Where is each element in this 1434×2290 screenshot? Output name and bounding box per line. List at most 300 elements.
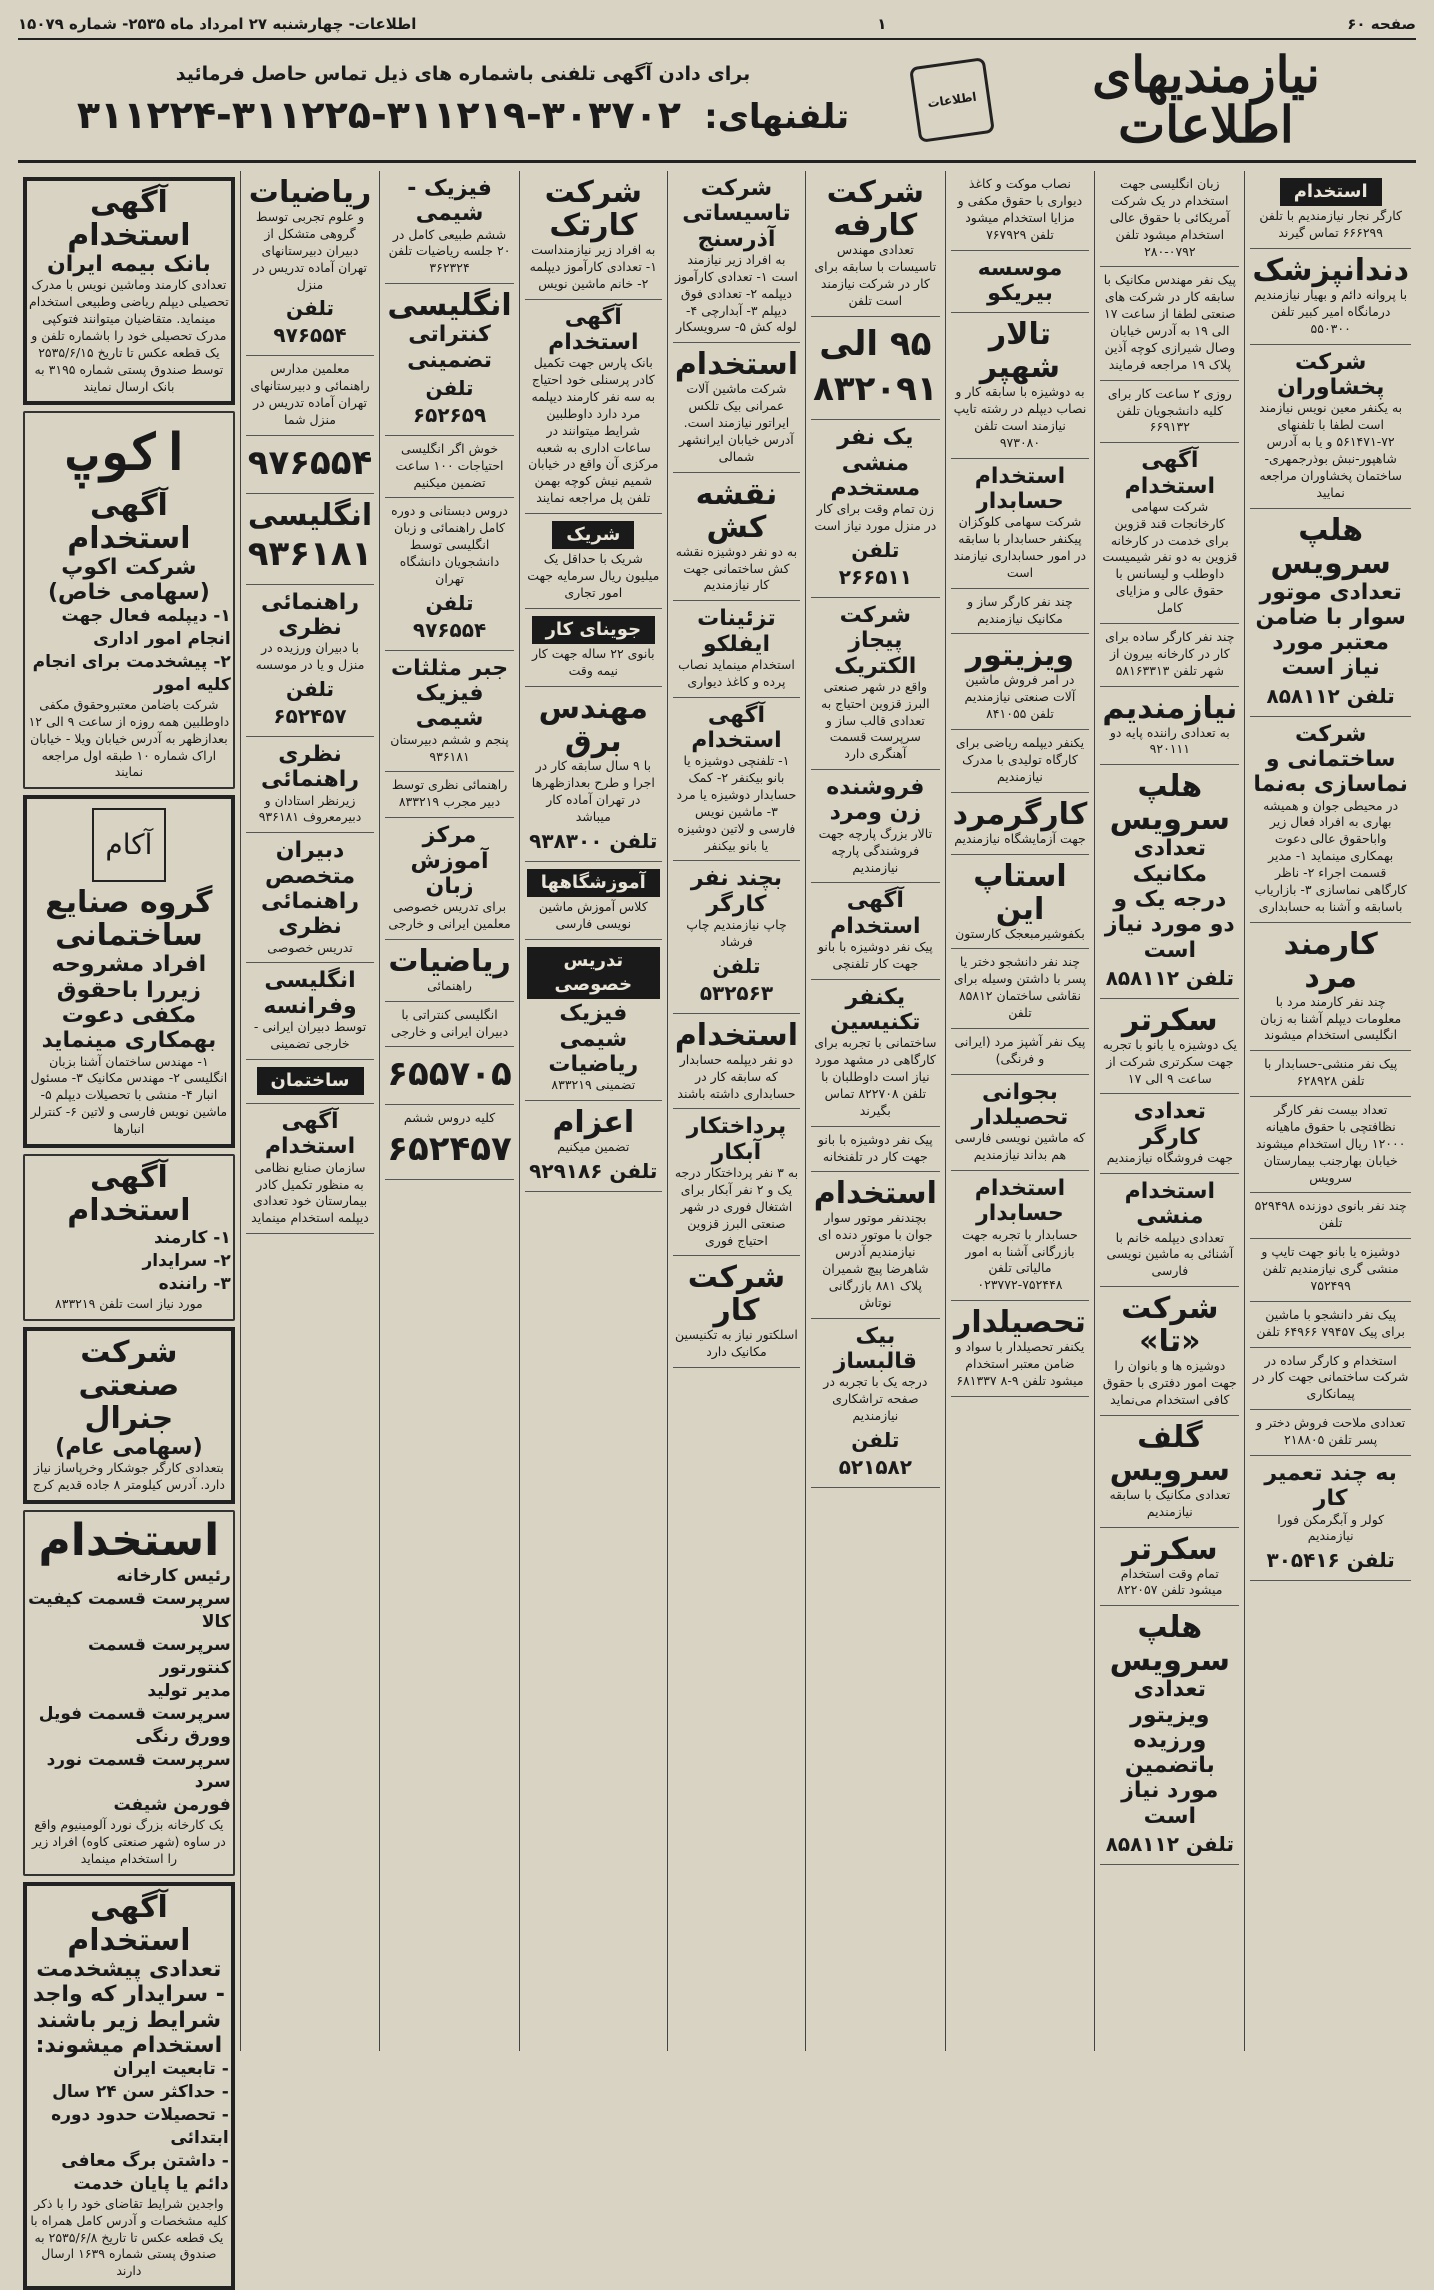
classified-ad	[1250, 717, 1411, 923]
ad-line: ۱- کارمند	[154, 1227, 231, 1248]
ad-title: مرکز آموزش زبان	[410, 823, 489, 899]
ad-body: یک کارخانه بزرگ نورد آلومینیوم واقع در ساوه (شهر صنعتی کاوه) افراد زیر را استخدام مینماید	[31, 1817, 226, 1867]
classified-ad	[525, 300, 662, 514]
ad-phone: تلفن ۹۲۹۱۸۶	[529, 1158, 658, 1183]
ad-body: ساختمانی با تجربه برای کارگاهی در مشهد مورد نیاز است داوطلبان با تلفن ۸۲۲۷۰۸ تماس بگیرند	[814, 1035, 937, 1118]
classified-ad	[951, 855, 1090, 950]
classified-ad	[525, 1101, 662, 1192]
ad-body: روزی ۲ ساعت کار برای کلیه دانشجویان تلفن ۶۶۹۱۳۲	[1107, 385, 1232, 435]
ad-body: شرکت سهامی کارخانجات قند قزوین برای خدمت در کارخانه قزوین به دو نفر شیمیست داوطلب و لیسانس با حقوق عالی و مزایای کامل	[1102, 498, 1238, 616]
ad-phone: تلفن ۲۶۶۵۱۱	[838, 537, 912, 589]
ad-body: چند نفر کارگر ساز و مکانیک نیازمندیم	[967, 593, 1073, 626]
column-5	[667, 171, 805, 2051]
ad-phone: تلفن ۹۷۶۵۵۴	[273, 296, 347, 348]
ad-phone: تلفن ۸۵۸۱۱۲	[1105, 965, 1234, 990]
classified-ad	[951, 251, 1090, 314]
classified-ad	[1250, 1193, 1411, 1239]
classified-ad	[246, 356, 375, 436]
classified-ad	[951, 313, 1090, 459]
ad-body: یک دوشیزه یا بانو با تجربه جهت سکرتری شرکت از ساعت ۹ الی ۱۷	[1102, 1036, 1237, 1086]
ad-title: کارگرمرد	[952, 796, 1088, 832]
ad-body: تضمین میکنیم	[557, 1138, 630, 1154]
classified-ad	[1250, 249, 1411, 345]
ad-title: دندانپزشک	[1252, 253, 1409, 289]
ad-title: آگهی استخدام	[548, 304, 639, 355]
ad-line: سرپرست قسمت نورد سرد	[46, 1749, 231, 1793]
ad-line: - داشتن برگ معافی دائم یا پایان خدمت	[61, 2150, 229, 2194]
classified-ad	[811, 1127, 940, 1173]
ad-body: دروس دبستانی و دوره کامل راهنمائی و زبان انگلیسی توسط دانشجویان دانشگاه تهران	[391, 503, 508, 586]
classified-ad	[673, 1256, 800, 1368]
ad-phone: تلفن ۶۵۲۶۵۹	[412, 375, 487, 427]
ad-big-phone: ۹۳۶۱۸۱	[247, 533, 373, 574]
ad-body: پیک نفر دوشیزه با بانو جهت کار در تلفنخانه	[817, 1131, 933, 1164]
ad-body: تعداد بیست نفر کارگر نظافتچی با حقوق ماهیانه ۱۲۰۰۰ ریال استخدام میشوند خیابان بهارجنب بیمارستان سرویس	[1255, 1102, 1406, 1185]
ad-title: هلپ سرویس	[1109, 1610, 1231, 1679]
ad-body: چند نفر کارمند مرد با معلومات دیپلم آشنا به زبان انگلیسی استخدام میشوند	[1260, 993, 1402, 1043]
ad-title: یکنفر تکنیسین	[830, 984, 921, 1036]
ad-body: مورد نیاز است تلفن ۸۳۳۲۱۹	[55, 1295, 203, 1311]
ad-title: ریاضیات	[388, 943, 511, 979]
company-logo-icon: اکوپ	[66, 423, 192, 484]
classified-ad	[1100, 171, 1239, 267]
ad-body: معلمین مدارس راهنمائی و دبیرستانهای تهران آماده تدریس در منزل شما	[250, 361, 370, 427]
classified-ad	[385, 1002, 514, 1048]
ad-title: آگهی استخدام	[67, 487, 191, 556]
ad-title: استخدام منشی	[1124, 1178, 1216, 1230]
classified-ad	[673, 861, 800, 1013]
ad-body: اسلکتور نیاز به تکنیسین مکانیک دارد	[675, 1327, 798, 1360]
classified-ad	[1250, 345, 1411, 509]
column-8	[240, 171, 380, 2051]
ad-phone: تلفن ۵۳۲۵۶۳	[699, 953, 774, 1005]
column-4	[805, 171, 945, 2051]
classified-ad	[951, 949, 1090, 1029]
ad-body: حسابدار با تجربه جهت بازرگانی آشنا به امور مالیاتی تلفن ۷۵۲۴۴۸-۰۲۳۷۷۲	[962, 1226, 1078, 1293]
classified-ad	[1250, 1410, 1411, 1456]
column-6	[519, 171, 667, 2051]
classified-ad	[951, 793, 1090, 855]
classified-ad	[246, 963, 375, 1059]
classified-ad	[673, 1109, 800, 1256]
ad-body: ۱- مهندس ساختمان آشنا بزبان انگلیسی ۲- مهندس مکانیک ۳- مسئول انبار ۴- منشی با تحصیلات دیپلم ۵- ماشین نویس فارسی و لاتین ۶- کنترلر انبارها	[30, 1053, 228, 1137]
ad-title: هلپ سرویس	[1109, 769, 1231, 838]
ad-body: یکنفر تحصیلدار با سواد و ضامن معتبر استخدام میشود تلفن ۹-۸ ۶۸۱۳۳۷	[955, 1339, 1085, 1388]
classified-ad	[1100, 1287, 1239, 1416]
classified-ad	[951, 634, 1090, 730]
classified-ad	[951, 1029, 1090, 1075]
ad-title: استخدام	[674, 1017, 799, 1053]
classified-ad	[1250, 1348, 1411, 1411]
ad-body: به یکنفر معین نویس نیازمند است لطفا با تلفنهای ۷۲-۵۶۱۴۷۱ و یا به آدرس شاهپور-نبش بوذرجمهری-ساختمان پخشاوران مراجعه نمایید	[1259, 400, 1403, 500]
ad-title: شرکت تاسیساتی آذرسنج	[682, 176, 791, 252]
ad-line: سرپرست قسمت کنتورتور	[88, 1634, 231, 1678]
classified-ad	[1100, 765, 1239, 998]
classified-ad	[811, 883, 940, 979]
page-header	[18, 10, 1416, 40]
classified-ad	[246, 1104, 375, 1234]
classified-ad	[525, 687, 662, 862]
ad-title: انگلیسی وفرانسه	[263, 968, 357, 1019]
ad-section-banner: آموزشگاهها	[527, 869, 660, 897]
phones-numbers: ۳۰۳۷۰۲-۳۱۱۲۱۹-۳۱۱۲۲۵-۳۱۱۲۲۴	[76, 93, 681, 137]
classified-ad	[23, 1327, 235, 1504]
classified-ad	[23, 1882, 235, 2290]
classified-ad	[951, 1171, 1090, 1301]
ad-body: بتعدادی کارگر جوشکار وخرپاساز نیاز دارد. آدرس کیلومتر ۸ جاده قدیم کرج	[32, 1459, 225, 1492]
ad-body: بانوی ۲۲ ساله جهت کار نیمه وقت	[531, 646, 655, 679]
classified-ad	[1100, 267, 1239, 380]
ad-body: چند نفر کارگر ساده برای کار در کارخانه بیرون از شهر تلفن ۵۸۱۶۳۳۱۳	[1105, 628, 1235, 678]
ad-section-banner: شریک	[552, 521, 634, 549]
ad-title: بچند نفر کارگر	[690, 866, 783, 917]
ad-title: به چند تعمیر کار	[1264, 1460, 1397, 1512]
classified-ad	[385, 772, 514, 818]
classified-ad	[385, 1047, 514, 1105]
ad-body: کلیه دروس ششم	[403, 1110, 496, 1126]
ad-body: با پروانه دائم و بهیار نیازمندیم درمانگاه امیر کبیر تلفن ۵۵۰۳۰۰	[1254, 287, 1408, 336]
classified-ad	[811, 770, 940, 883]
ad-title: فروشنده زن ومرد	[826, 775, 925, 826]
ad-title: شرکت ساختمانی و نماسازی به‌نما	[1253, 721, 1408, 798]
classified-ad	[246, 171, 375, 356]
column-wide	[18, 171, 240, 2279]
classified-ad	[951, 589, 1090, 635]
ad-big-phone: ۶۵۵۷۰۵	[387, 1054, 512, 1095]
classified-ad	[1100, 1606, 1239, 1865]
classified-ad	[525, 940, 662, 1101]
ad-body: که ماشین نویسی فارسی هم بداند نیازمندیم	[954, 1130, 1086, 1163]
ad-body: تعدادی مهندس تاسیسات با سابقه برای کار در شرکت نیازمند است تلفن	[814, 242, 937, 308]
ad-title: آگهی استخدام	[67, 1889, 191, 1958]
classified-ad	[385, 818, 514, 940]
ad-body: در امر فروش ماشین آلات صنعتی نیازمندیم تلفن ۸۴۱۰۵۵	[964, 672, 1076, 722]
ad-title: کارمند مرد	[1283, 926, 1378, 995]
classified-ad	[811, 1172, 940, 1318]
classified-ad	[1250, 1051, 1411, 1097]
ad-title: شرکت کارتک	[544, 175, 642, 243]
masthead	[18, 40, 1416, 163]
ad-title: تالار شهپر	[979, 317, 1061, 386]
ad-body: به تعدادی راننده پایه دو ۹۲۰۱۱۱	[1109, 724, 1230, 757]
ad-body: واجدین شرایط تقاضای خود را با ذکر کلیه مشخصات و آدرس کامل همراه با یک قطعه عکس تا تاریخ ۲۵۳۵/۶/۸ به صندوق پستی شماره ۱۶۳۹ ارسال دارند	[30, 2195, 228, 2279]
ad-subtitle: تعدادی مکانیک درجه یک و دو مورد نیاز است	[1104, 836, 1235, 963]
ad-body: جهت فروشگاه نیازمندیم	[1106, 1150, 1233, 1166]
ad-line: ۳- راننده	[158, 1273, 231, 1294]
ad-title: نظری راهنمائی	[261, 742, 359, 793]
classified-ad	[673, 473, 800, 602]
ad-phone: تلفن ۸۵۸۱۱۲	[1105, 1832, 1234, 1857]
classified-ad	[246, 494, 375, 585]
ad-title: استخدام	[38, 1514, 220, 1566]
ad-title: مهندس برق	[538, 691, 648, 760]
classified-ad	[951, 459, 1090, 589]
ad-body: نصاب موکت و کاغذ دیواری با حقوق مکفی و مزایا استخدام میشود تلفن ۷۶۷۹۲۹	[957, 176, 1083, 242]
ad-body: تعدادی ملاحت فروش دختر و پسر تلفن ۲۱۸۸۰۵	[1256, 1415, 1406, 1448]
ad-section-banner: تدریس خصوصی	[527, 947, 660, 1000]
ad-body: انگلیسی کنتراتی با دبیران ایرانی و خارجی	[390, 1006, 509, 1039]
classified-ad	[811, 317, 940, 421]
ad-body: پیک نفر مهندس مکانیک با سابقه کار در شرکت های صنعتی لطفا از ساعت ۱۷ الی ۱۹ به آدرس خیابان وصال شیرازی کوچه آذین پلاک ۱۹ مراجعه فرمایند	[1103, 272, 1236, 372]
newspaper-logo: اطلاعات	[909, 57, 995, 143]
ad-title: نیازمندیم	[1102, 690, 1238, 726]
ad-title: شرکت پخشاوران	[1276, 349, 1385, 400]
ad-body: با ۹ سال سابقه کار در اجرا و طرح بعدازظهرها در تهران آماده کار میباشد	[531, 758, 655, 824]
ad-body: واقع در شهر صنعتی البرز قزوین احتیاج به تعدادی قالب ساز و سرپرست قسمت آهنگری دارد	[821, 678, 930, 762]
ad-title: انگلیسی	[247, 497, 373, 533]
ad-line: سرپرست قسمت کیفیت کالا	[28, 1588, 231, 1632]
classified-ad	[23, 411, 235, 789]
ad-body: پیک نفر منشی-حسابدار با تلفن ۶۲۸۹۲۸	[1264, 1056, 1398, 1089]
ad-body: تعدادی دیپلمه خانم با آشنائی به ماشین نویسی فارسی	[1106, 1229, 1234, 1279]
classified-ad	[1100, 624, 1239, 687]
ad-body: به دو نفر دوشیزه نقشه کش ساختمانی جهت کار نیازمندیم	[675, 543, 798, 593]
classified-ad	[1100, 1174, 1239, 1287]
ad-title: آگهی استخدام	[67, 1159, 191, 1228]
ad-line: - حداکثر سن ۲۴ سال	[52, 2082, 229, 2103]
masthead-title: نیازمندیهای اطلاعات	[1092, 45, 1320, 154]
ad-title: آگهی استخدام	[264, 1109, 356, 1160]
company-logo-icon: آکام	[92, 808, 166, 882]
ad-subtitle: افراد مشروحه زیررا باحقوق مکفی دعوت بهمکاری مینماید	[41, 952, 217, 1054]
ad-body: کلاس آموزش ماشین نویسی فارسی	[538, 898, 648, 931]
ad-title: دبیران متخصص راهنمائی نظری	[261, 838, 359, 940]
ad-title: سکرتر	[1122, 1002, 1218, 1038]
ad-body: چند نفر دانشجو دختر یا پسر با داشتن وسیله برای نقاشی ساختمان ۸۵۸۱۲ تلفن	[953, 954, 1087, 1021]
ad-line: ۱- دیپلمه فعال جهت انجام امور اداری	[61, 606, 231, 650]
ad-title: شرکت صنعتی جنرال	[78, 1334, 180, 1436]
classified-ad	[811, 1319, 940, 1488]
issue-info: اطلاعات- چهارشنبه ۲۷ امرداد ماه ۲۵۳۵- شماره ۱۵۰۷۹	[18, 15, 417, 33]
classified-ad	[1100, 443, 1239, 624]
ad-body: کولر و آبگرمکن فورا نیازمندیم	[1277, 1511, 1385, 1544]
classified-ad	[673, 601, 800, 697]
ad-body: در محیطی جوان و همیشه بهاری به افراد فعال زیر واباحقوق عالی دعوت بهمکاری مینماید ۱- مدیر قسمت اجراء ۲- ناظر کارگاهی نماسازی ۳- بازاریاب باسابقه و آشنا به حسابداری	[1254, 797, 1407, 914]
ad-subtitle: شرکت اکوپ (سهامی خاص)	[47, 554, 210, 605]
ad-line: سرپرست قسمت فویل وورق رنگی	[38, 1703, 231, 1747]
ad-body: پنجم و ششم دبیرستان ۹۳۶۱۸۱	[390, 731, 509, 764]
ad-body: زن تمام وقت برای کار در منزل مورد نیاز است	[814, 501, 937, 534]
ad-body: زبان انگلیسی جهت استخدام در یک شرکت آمریکائی با حقوق عالی استخدام میشود تلفن ۰۷۹۲-۲۸۰	[1109, 176, 1230, 259]
ad-body: بکفوشیرمبعجک کارستون	[955, 925, 1085, 941]
ad-title: تعدادی کارگر	[1133, 1099, 1207, 1150]
ad-title: ریاضیات	[248, 175, 372, 210]
classified-ad	[1250, 171, 1411, 249]
ad-line: رئیس کارخانه	[116, 1566, 231, 1587]
classified-ad	[525, 171, 662, 300]
ad-title: جبر مثلثات فیزیک شیمی	[390, 655, 509, 732]
ad-phone: تلفن ۳۰۵۴۱۶	[1266, 1548, 1395, 1573]
ad-body: به دوشیزه با سابقه کار و نصاب دیپلم در رشته تایپ نیازمند است تلفن ۹۷۳۰۸۰	[953, 384, 1087, 450]
classified-ad	[1250, 509, 1411, 717]
ad-body: پیک نفر آشپز مرد (ایرانی و فرنگی)	[954, 1033, 1086, 1066]
classified-ad	[811, 598, 940, 770]
ad-title: بجوانی تحصیلدار	[971, 1079, 1069, 1130]
ad-title: شرکت «تا»	[1121, 1291, 1219, 1360]
ad-body: تدریس خصوصی	[267, 939, 353, 955]
ad-body: به افراد زیر نیازمنداست ۱- تعدادی کارآموز دیپلمه ۲- خانم ماشین نویس	[529, 242, 657, 291]
ad-line: - تحصیلات حدود دوره ابتدائی	[51, 2105, 229, 2148]
classified-ad	[1250, 1302, 1411, 1348]
classified-ad	[246, 585, 375, 737]
ad-phone: تلفن ۵۲۱۵۸۲	[838, 1427, 912, 1479]
ad-line: مدیر تولید	[147, 1680, 231, 1701]
ad-body: یکنفر دیپلمه ریاضی برای کارگاه تولیدی با مدرک نیازمندیم	[955, 735, 1085, 784]
masthead-cta: برای دادن آگهی تلفنی باشماره های ذیل تماس حاصل فرمائید	[175, 63, 751, 85]
classified-ad	[525, 862, 662, 940]
ad-body: و علوم تجربی توسط گروهی متشکل از دبیران دبیرستانهای تهران آماده تدریس در منزل	[253, 209, 367, 292]
ad-title: استاپ این	[973, 858, 1067, 927]
ad-big-phone: ۹۵ الی ۸۳۲۰۹۱	[813, 323, 938, 410]
ad-body: تالار بزرگ پارچه جهت فروشندگی پارچه نیازمندیم	[818, 825, 933, 875]
ad-body: تضمینی ۸۳۳۲۱۹	[551, 1077, 636, 1093]
ad-title: نقشه کش	[695, 476, 778, 545]
classified-ad	[246, 833, 375, 963]
ad-section-banner: استخدام	[1280, 178, 1382, 206]
ad-line: ۲- پیشخدمت برای انجام کلیه امور	[32, 652, 231, 696]
ad-title: راهنمائی نظری	[261, 589, 359, 640]
classified-ad	[951, 1075, 1090, 1171]
classified-ad	[1250, 1239, 1411, 1302]
ad-body: زیرنظر استادان و دبیرمعروف ۹۳۶۱۸۱	[258, 792, 362, 825]
ad-body: چند نفر بانوی دوزنده ۵۲۹۴۹۸ تلفن	[1254, 1198, 1407, 1231]
ad-body: برای تدریس خصوصی معلمین ایرانی و خارجی	[388, 899, 511, 931]
ad-body: تعدادی کارمند وماشین نویس با مدرک تحصیلی دیپلم ریاضی وطبیعی استخدام مینماید. متقاضیان میتوانند فتوکپی مدرک تحصیلی خود را باشماره تلفن و یک قطعه عکس تا تاریخ ۲۵۳۵/۶/۱۵ توسط صندوق پستی شماره ۳۱۹۵ به بانک ارسال نمایند	[28, 277, 229, 394]
classified-ad	[23, 1510, 235, 1876]
masthead-phones	[18, 93, 908, 137]
page-number: صفحه ۶۰	[1347, 15, 1416, 33]
classified-ad	[385, 171, 514, 284]
ad-title: آگهی استخدام	[691, 702, 782, 753]
classified-ad	[1100, 381, 1239, 444]
classified-ad	[951, 1301, 1090, 1397]
ad-body: کارگر نجار نیازمندیم با تلفن ۶۶۶۲۹۹ تماس گیرند	[1259, 208, 1402, 241]
ad-subtitle: بانک بیمه ایران	[47, 252, 211, 277]
ad-line: ۲- سرایدار	[142, 1250, 231, 1271]
ad-title: استخدام حسابدار	[974, 1176, 1066, 1227]
classified-ad	[1250, 1097, 1411, 1193]
classified-ad	[811, 420, 940, 598]
column-2	[1094, 171, 1244, 2051]
ad-body: راهنمائی	[427, 977, 472, 993]
ad-title: شرکت کارفه	[826, 175, 925, 243]
classified-ad	[673, 698, 800, 862]
column-1	[1244, 171, 1416, 2051]
ad-subtitle: (سهامی عام)	[55, 1434, 203, 1460]
phones-label: تلفنهای:	[704, 97, 850, 137]
ad-body: سازمان صنایع نظامی به منظور تکمیل کادر بیمارستان خود تعدادی دیپلمه استخدام مینماید	[251, 1159, 369, 1226]
ad-title: فیزیک - شیمی	[407, 176, 492, 227]
ad-body: درجه یک با تجربه در صفحه تراشکاری نیازمندیم	[823, 1374, 928, 1424]
classified-ad	[385, 940, 514, 1002]
ad-title: هلپ سرویس	[1270, 512, 1391, 581]
classified-ad	[951, 730, 1090, 793]
ad-phone: تلفن ۹۷۶۵۵۴	[412, 590, 487, 642]
ad-title: بیک قالبساز	[833, 1323, 917, 1375]
ad-title: تزئینات ایفلکو	[697, 606, 776, 657]
masthead-contact	[18, 63, 908, 137]
ad-title: شرکت کار	[687, 1260, 786, 1329]
ad-body: دو نفر دیپلمه حسابدار که سابقه کار در حسابداری داشته باشند	[677, 1051, 796, 1101]
ad-line: - تابعیت ایران	[113, 2059, 229, 2080]
ad-body: تعدادی مکانیک با سابقه نیازمندیم	[1109, 1486, 1231, 1519]
ad-subtitle: تعدادی ویزیتور ورزیده باتضمین مورد نیاز است	[1121, 1677, 1219, 1829]
classified-ad	[525, 514, 662, 609]
classified-ad	[1250, 923, 1411, 1052]
ad-body: بانک پارس جهت تکمیل کادر پرسنلی خود احتیاج به سه نفر کارمند دیپلمه مرد دارد داوطلبین شرایط میتوانند در ساعات اداری به شعبه مرکزی آن واقع در خیابان شمیم نیش کوچه بهمن تلفن پل مراجعه نمایند	[528, 355, 659, 506]
classified-ad	[673, 171, 800, 343]
ad-title: ویزیتور	[965, 638, 1075, 674]
classified-ad	[246, 737, 375, 833]
ad-big-phone: ۹۷۶۵۵۴	[247, 442, 373, 483]
ad-title: یک نفر منشی مستخدم	[830, 425, 921, 501]
ad-body: چاپ نیازمندیم چاپ فرشاد	[686, 917, 787, 949]
classified-ad	[1100, 1094, 1239, 1173]
column-7	[379, 171, 519, 2051]
ad-title: اعزام	[552, 1104, 635, 1140]
classified-ad	[811, 980, 940, 1127]
ad-big-phone: ۶۵۲۴۵۷	[387, 1129, 512, 1170]
classified-ad	[1100, 999, 1239, 1095]
classified-ad	[673, 343, 800, 472]
ad-title: سکرتر	[1122, 1531, 1218, 1567]
ad-title: استخدام	[674, 347, 799, 383]
classified-ad	[1100, 1528, 1239, 1607]
classified-ad	[951, 171, 1090, 251]
ad-subtitle: تعدادی موتور سوار با ضامن معتبر مورد نیاز است	[1255, 579, 1406, 681]
ad-body: شرکت سهامی کلوکزان پیکنفر حسابدار با سابقه در امور حسابداری نیازمند است	[953, 514, 1087, 580]
ad-body: شرکت باضامن معتبروحقوق مکفی داوطلبین همه روزه از ساعت ۹ الی ۱۲ بعدازظهر به آدرس خیابان ویلا - خیابان اراک شماره ۱۰ طبقه اول مراجعه نمایند	[28, 696, 230, 780]
ad-body: دوشیزه یا بانو جهت تایپ و منشی گری نیازمندیم تلفن ۷۵۲۴۹۹	[1261, 1244, 1400, 1293]
ad-phone: تلفن ۶۵۲۴۵۷	[273, 677, 347, 728]
ad-title: گلف سرویس	[1109, 1419, 1231, 1488]
ad-title: آگهی استخدام	[830, 888, 921, 939]
ad-title: انگلیسی	[387, 288, 512, 324]
column-3	[945, 171, 1095, 2051]
ad-body: دوشیزه ها و بانوان را جهت امور دفتری با حقوق کافی استخدام می‌نماید	[1102, 1358, 1237, 1407]
classified-ad	[385, 1105, 514, 1180]
ad-phone: تلفن ۹۳۸۳۰۰	[529, 828, 658, 853]
ad-body: توسط دبیران ایرانی - خارجی تضمینی	[253, 1019, 367, 1051]
ad-body: تمام وقت استخدام میشود تلفن ۸۲۲۰۵۷	[1117, 1565, 1223, 1598]
ad-section-banner: جوینای کار	[532, 616, 655, 644]
ad-title: آگهی استخدام	[1124, 448, 1216, 499]
ad-body: بچندنفر موتور سوار جوان با موتور دنده ای نیازمندیم آدرس شاهرضا پیچ شمیران پلاک ۸۸۱ بازرگانی نوتاش	[818, 1210, 933, 1310]
ad-body: با دبیران ورزیده در منزل و یا در موسسه	[255, 640, 365, 673]
ad-title: فیزیک شیمی ریاضیات	[548, 1001, 639, 1077]
ad-title: استخدام	[813, 1176, 937, 1212]
ad-title: گروه صنایع ساختمانی	[45, 885, 213, 954]
classified-ad	[23, 795, 235, 1148]
classified-ad	[673, 1014, 800, 1110]
ad-subtitle: کنتراتی تضمینی	[407, 322, 492, 373]
ad-body: جهت آزمایشگاه نیازمندیم	[954, 830, 1086, 846]
corner-number: ۱	[877, 15, 887, 33]
ad-body: راهنمائی نظری توسط دبیر مجرب ۸۳۳۲۱۹	[391, 777, 508, 810]
ad-title: موسسه بیریکو	[977, 255, 1063, 306]
ad-title: تحصیلدار	[954, 1305, 1086, 1341]
classified-ad	[1100, 1416, 1239, 1528]
ad-line: فورمن شیفت	[113, 1795, 231, 1816]
ad-body: به افراد زیر نیازمند است ۱- تعدادی کارآموز دیپلمه ۲- تعدادی فوق دیپلم ۳- آبدارچی ۴- لوله کش ۵- سرویسکار	[675, 251, 798, 335]
classified-ad	[385, 498, 514, 650]
classified-ad	[1100, 687, 1239, 766]
ad-body: استخدام مینماید نصاب پرده و کاغذ دیواری	[678, 656, 795, 689]
classified-ad	[385, 436, 514, 499]
ad-body: پیک نفر دانشجو با ماشین برای پیک ۷۹۴۵۷ ۶۴۹۶۶ تلفن	[1256, 1306, 1405, 1339]
classified-ad	[23, 177, 235, 405]
ad-body: استخدام و کارگر ساده در شرکت ساختمانی جهت کار در پیمانکاری	[1252, 1352, 1409, 1402]
